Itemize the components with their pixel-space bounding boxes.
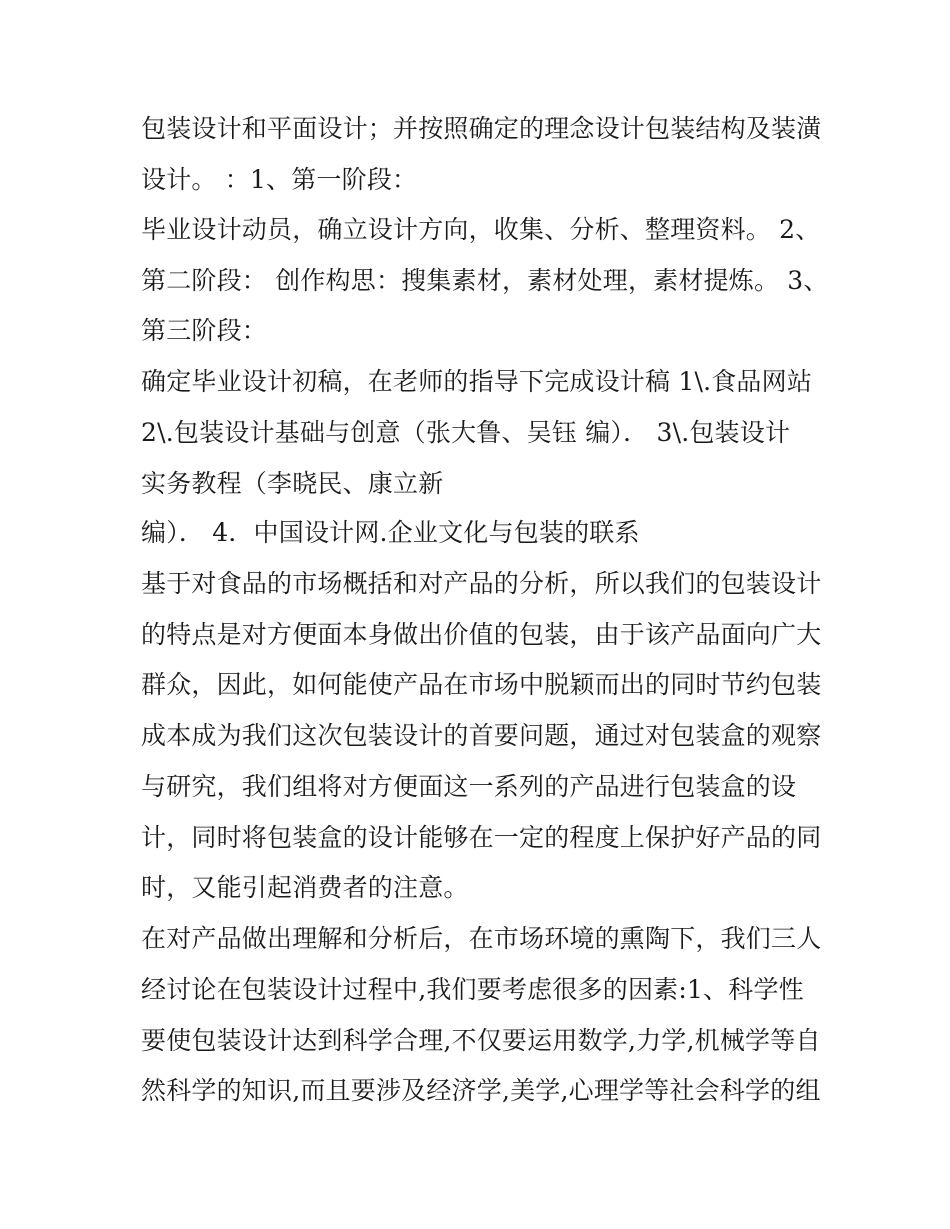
text-line-16: 时，又能引起消费者的注意。 bbox=[141, 873, 469, 902]
text-line-8: 实务教程（李晓民、康立新 bbox=[141, 469, 444, 498]
text-line-19: 要使包装设计达到科学合理,不仅要运用数学,力学,机械学等自 bbox=[141, 1026, 821, 1055]
text-line-2: 设计。 ：1、第一阶段： bbox=[141, 165, 418, 194]
text-line-14: 与研究，我们组将对方便面这一系列的产品进行包装盒的设 bbox=[141, 772, 797, 801]
text-line-1: 包装设计和平面设计；并按照确定的理念设计包装结构及装潢 bbox=[141, 114, 822, 143]
text-line-13: 成本成为我们这次包装设计的首要问题，通过对包装盒的观察 bbox=[141, 721, 822, 750]
text-line-17: 在对产品做出理解和分析后，在市场环境的熏陶下，我们三人 bbox=[141, 924, 822, 953]
text-line-7: 2\.包装设计基础与创意（张大鲁、吴钰 编）． 3\.包装设计 bbox=[141, 418, 791, 447]
text-line-10: 基于对食品的市场概括和对产品的分析，所以我们的包装设计 bbox=[141, 569, 822, 598]
text-line-3: 毕业设计动员，确立设计方向，收集、分析、整理资料。 2、 bbox=[141, 215, 821, 244]
text-line-9: 编）． 4．中国设计网.企业文化与包装的联系 bbox=[141, 518, 640, 547]
text-line-4: 第二阶段： 创作构思：搜集素材，素材处理，素材提炼。 3、 bbox=[141, 266, 829, 295]
text-line-11: 的特点是对方便面本身做出价值的包装，由于该产品面向广大 bbox=[141, 620, 822, 649]
text-line-12: 群众，因此，如何能使产品在市场中脱颖而出的同时节约包装 bbox=[141, 670, 822, 699]
text-line-18: 经讨论在包装设计过程中,我们要考虑很多的因素:1、科学性 bbox=[141, 975, 804, 1004]
text-line-20: 然科学的知识,而且要涉及经济学,美学,心理学等社会科学的组 bbox=[141, 1076, 821, 1105]
text-line-6: 确定毕业设计初稿，在老师的指导下完成设计稿 1\.食品网站 bbox=[141, 367, 813, 396]
text-line-5: 第三阶段： bbox=[141, 316, 268, 345]
text-line-15: 计，同时将包装盒的设计能够在一定的程度上保护好产品的同 bbox=[141, 823, 822, 852]
